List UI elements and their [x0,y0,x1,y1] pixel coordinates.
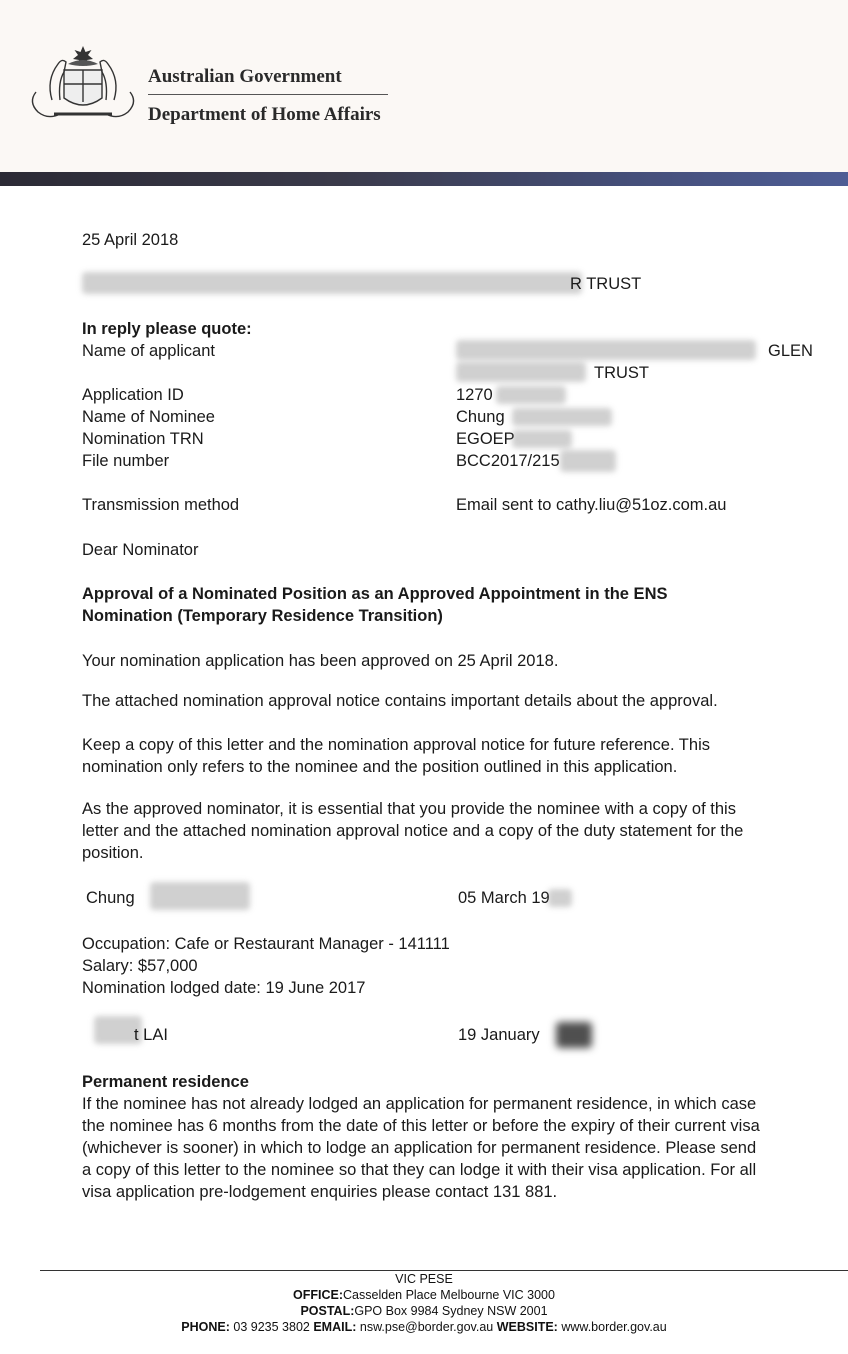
pr-heading: Permanent residence [82,1073,249,1091]
redacted-applicant [456,340,756,360]
paragraph-keep-copy-1: Keep a copy of this letter and the nomination approval notice for future reference. This [82,736,710,754]
salary: Salary: $57,000 [82,957,198,975]
footer-email-label: EMAIL: [313,1320,357,1334]
pr-line-1: If the nominee has not already lodged an application for permanent residence, in which case [82,1095,757,1113]
occupation: Occupation: Cafe or Restaurant Manager - 141111 [82,935,450,953]
coat-of-arms-icon [24,40,142,128]
pr-line-4: a copy of this letter to the nominee so that they can lodge it with their visa application. For all [82,1161,757,1179]
salutation: Dear Nominator [82,541,199,559]
field-label-applicant: Name of applicant [82,342,215,360]
transmission-value: Email sent to cathy.liu@51oz.com.au [456,496,727,514]
pr-line-5: visa application pre-lodgement enquiries please contact 131 881. [82,1183,558,1201]
footer-office-value: Casselden Place Melbourne VIC 3000 [343,1288,555,1302]
reply-heading: In reply please quote: [82,320,252,338]
department-title: Department of Home Affairs [148,104,381,125]
redacted-nominee-dob [548,889,572,907]
field-value-trn: EGOEP [456,430,515,448]
second-person-name: t LAI [134,1026,168,1044]
footer-office-name: VIC PESE [395,1272,453,1286]
footer-website-label: WEBSITE: [496,1320,558,1334]
paragraph-essential-3: position. [82,844,144,862]
nominee-dob: 05 March 19 [458,889,550,907]
redacted-applicant-2 [456,362,586,382]
field-label-application-id: Application ID [82,386,184,404]
pr-line-2: the nominee has 6 months from the date of this letter or before the expiry of their current visa [82,1117,760,1135]
letterhead [0,0,848,172]
footer-contacts [0,1320,848,1335]
redacted-nominee-name [150,882,250,910]
nominee-name: Chung [86,889,135,907]
redacted-recipient [82,272,582,294]
paragraph-essential-2: letter and the attached nomination approval notice and a copy of the duty statement for the [82,822,744,840]
header-color-bar [0,172,848,186]
field-label-file-number: File number [82,452,170,470]
footer-postal-label: POSTAL: [300,1304,355,1318]
footer-website-value: www.border.gov.au [557,1320,667,1334]
redacted-second-dob [556,1022,592,1048]
footer-rule [40,1270,848,1271]
footer-postal [0,1304,848,1319]
subject-line-1: Approval of a Nominated Position as an Approved Appointment in the ENS [82,585,668,603]
field-value-file-number: BCC2017/215 [456,452,560,470]
second-person-dob: 19 January [458,1026,540,1044]
subject-line-2: Nomination (Temporary Residence Transition) [82,607,443,625]
pr-line-3: (whichever is sooner) in which to lodge an application for permanent residence. Please send [82,1139,757,1157]
lodged-date: Nomination lodged date: 19 June 2017 [82,979,366,997]
header-rule [148,94,388,95]
footer-email-value: nsw.pse@border.gov.au [356,1320,497,1334]
redacted-trn [512,430,572,448]
footer-phone-label: PHONE: [181,1320,230,1334]
paragraph-approved: Your nomination application has been approved on 25 April 2018. [82,652,559,670]
letter-date: 25 April 2018 [82,231,179,249]
field-value-nominee: Chung [456,408,505,426]
footer-postal-value: GPO Box 9984 Sydney NSW 2001 [354,1304,548,1318]
paragraph-notice: The attached nomination approval notice contains important details about the approval. [82,692,718,710]
footer-office-label: OFFICE: [293,1288,344,1302]
footer-phone-value: 03 9235 3802 [229,1320,314,1334]
redacted-file-number [560,450,616,472]
recipient-name: R TRUST [570,275,642,293]
redacted-nominee [512,408,612,426]
redacted-application-id [496,386,566,404]
field-value-application-id: 1270 [456,386,493,404]
field-label-trn: Nomination TRN [82,430,204,448]
government-title: Australian Government [148,66,342,87]
field-label-nominee: Name of Nominee [82,408,215,426]
footer-office [0,1288,848,1303]
paragraph-keep-copy-2: nomination only refers to the nominee and the position outlined in this application. [82,758,678,776]
paragraph-essential-1: As the approved nominator, it is essential that you provide the nominee with a copy of this [82,800,736,818]
transmission-label: Transmission method [82,496,240,514]
field-value-applicant-2: TRUST [594,364,649,382]
field-value-applicant: GLEN [768,342,813,360]
